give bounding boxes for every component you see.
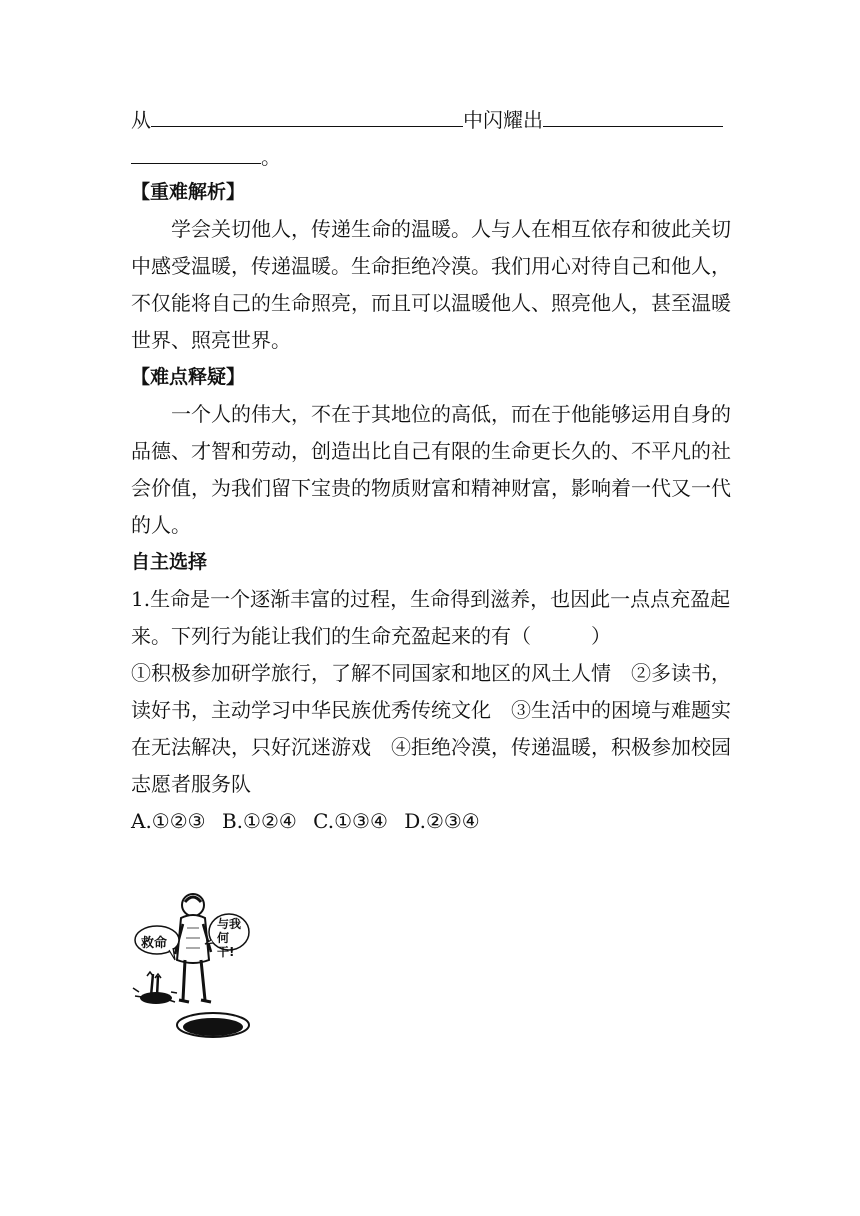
cartoon-figure-icon: [131, 888, 255, 1043]
section-heading-self-select: 自主选择: [131, 551, 208, 573]
paragraph-line: 学会关切他人，传递生命的温暖。人与人在相互依存和彼此关切: [171, 217, 731, 241]
paragraph-line: 品德、才智和劳动，创造出比自己有限的生命更长久的、不平凡的社: [131, 439, 731, 463]
answer-blank[interactable]: [131, 137, 261, 164]
answer-options: [131, 803, 731, 840]
option-a[interactable]: A.①②③: [131, 809, 206, 833]
option-b[interactable]: B.①②④: [221, 809, 297, 833]
fill-end: 。: [261, 145, 281, 169]
document-page: [131, 100, 731, 840]
paragraph-line: 会价值，为我们留下宝贵的物质财富和精神财富，影响着一代又一代: [131, 476, 731, 500]
section-heading-key-analysis: 【重难解析】: [131, 181, 246, 203]
answer-blank[interactable]: [151, 100, 463, 127]
cartoon-bubble-right: 与我何干!: [217, 917, 242, 959]
paragraph-line: 中感受温暖，传递温暖。生命拒绝冷漠。我们用心对待自己和他人，: [131, 254, 731, 278]
option-d[interactable]: D.②③④: [404, 809, 480, 833]
answer-blank[interactable]: [543, 100, 723, 127]
question-line: 读好书，主动学习中华民族优秀传统文化 ③生活中的困境与难题实: [131, 698, 731, 722]
cartoon-illustration: [131, 888, 255, 1043]
paragraph-line: 一个人的伟大，不在于其地位的高低，而在于他能够运用自身的: [171, 402, 731, 426]
question-line: 来。下列行为能让我们的生命充盈起来的有（ ）: [131, 624, 611, 648]
cartoon-bubble-left: 救命: [141, 936, 168, 951]
question-line: 志愿者服务队: [131, 772, 251, 796]
paragraph-line: 的人。: [131, 513, 191, 537]
fill-line-1: [131, 100, 731, 137]
paragraph-line: 不仅能将自己的生命照亮，而且可以温暖他人、照亮他人，甚至温暖: [131, 291, 731, 315]
question-line: 1.生命是一个逐渐丰富的过程，生命得到滋养，也因此一点点充盈起: [131, 587, 731, 611]
question-line: 在无法解决，只好沉迷游戏 ④拒绝冷漠，传递温暖，积极参加校园: [131, 735, 731, 759]
fill-middle: 中闪耀出: [463, 108, 543, 132]
section-heading-difficulty: 【难点释疑】: [131, 366, 246, 388]
fill-prefix: 从: [131, 108, 151, 132]
paragraph-line: 世界、照亮世界。: [131, 328, 291, 352]
question-line: ①积极参加研学旅行，了解不同国家和地区的风土人情 ②多读书，: [131, 661, 731, 685]
fill-line-2: [131, 137, 731, 174]
option-c[interactable]: C.①③④: [313, 809, 388, 833]
